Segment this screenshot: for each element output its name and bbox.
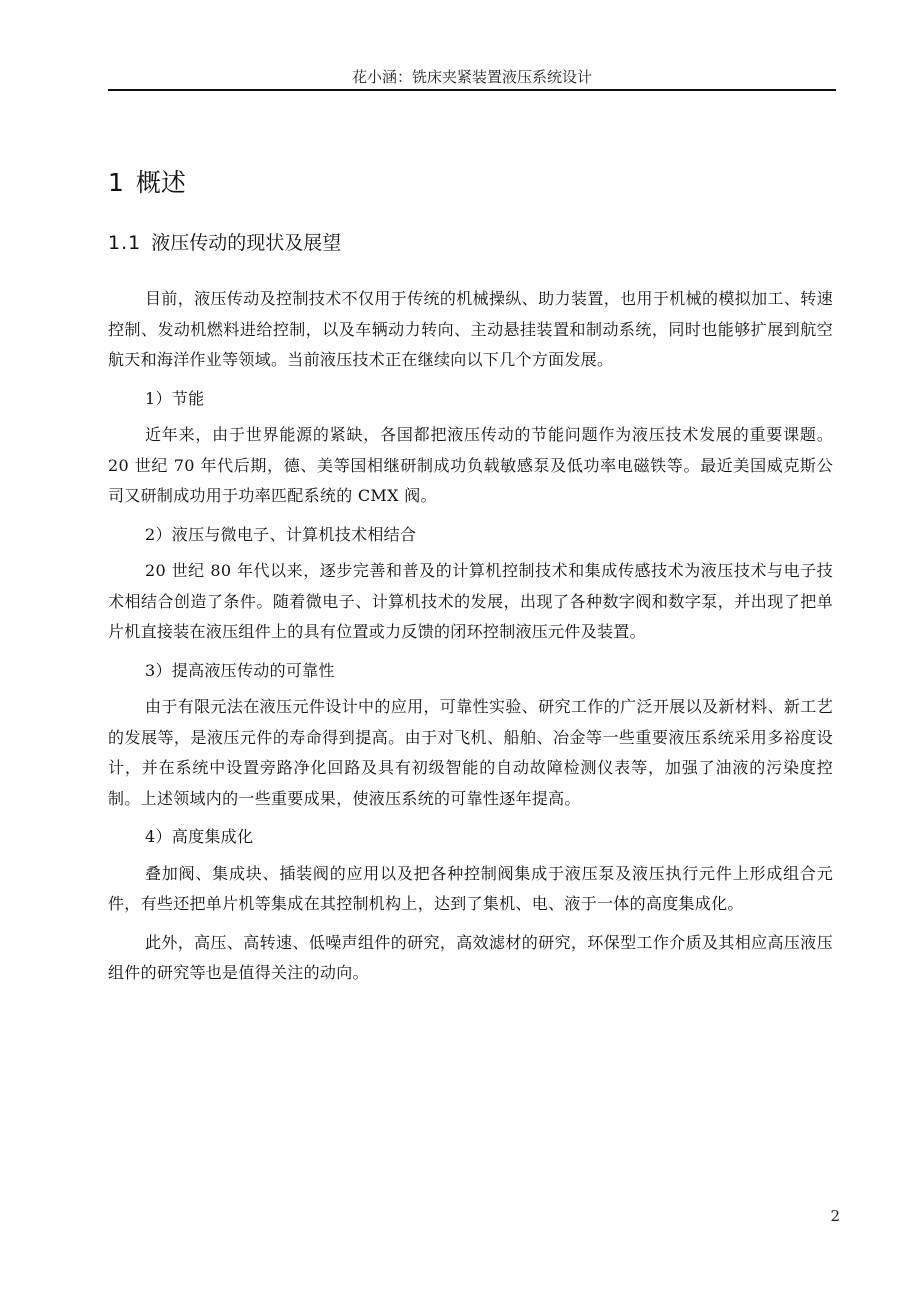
list-item-microelectronics: 2）液压与微电子、计算机技术相结合 [145,524,417,544]
header-rule [108,89,836,91]
chapter-heading [108,166,186,200]
body-text [108,284,833,997]
running-header: 花小涵：铣床夹紧装置液压系统设计 [351,68,592,86]
section-heading [108,228,341,258]
list-item-integration: 4）高度集成化 [145,827,254,846]
list-item-energy-saving: 1）节能 [145,388,205,408]
chapter-title: 概述 [135,168,186,197]
list-item-reliability: 3）提高液压传动的可靠性 [145,660,335,680]
paragraph-reliability: 由于有限元法在液压元件设计中的应用，可靠性实验、研究工作的广泛开展以及新材料、新工艺的发展等，是液压元件的寿命得到提高。由于对飞机、船舶、冶金等一些重要液压系统采用多裕度设计，并在系统中设置旁路净化回路及具有初级智能的自动故障检测仪表等，加强了油液的污染度控制。上述领域内的一些重要成果，使液压系统的可靠性逐年提高。 [108,697,833,808]
paragraph-additional: 此外，高压、高转速、低噪声组件的研究，高效滤材的研究，环保型工作介质及其相应高压液压组件的研究等也是值得关注的动向。 [108,932,833,982]
page-number: 2 [830,1207,840,1225]
section-number: 1.1 [108,232,142,254]
chapter-number: 1 [108,168,124,197]
paragraph-microelectronics: 20 世纪 80 年代以来，逐步完善和普及的计算机控制技术和集成传感技术为液压技术与电子技术相结合创造了条件。随着微电子、计算机技术的发展，出现了各种数字阀和数字泵，并出现了把单片机直接装在液压组件上的具有位置或力反馈的闭环控制液压元件及装置。 [108,561,833,641]
paragraph-intro: 目前，液压传动及控制技术不仅用于传统的机械操纵、助力装置，也用于机械的模拟加工、转速控制、发动机燃料进给控制，以及车辆动力转向、主动悬挂装置和制动系统，同时也能够扩展到航空航天和海洋作业等领域。当前液压技术正在继续向以下几个方面发展。 [108,289,833,369]
paragraph-integration: 叠加阀、集成块、插装阀的应用以及把各种控制阀集成于液压泵及液压执行元件上形成组合元件，有些还把单片机等集成在其控制机构上，达到了集机、电、液于一体的高度集成化。 [108,863,833,913]
section-title: 液压传动的现状及展望 [151,232,342,254]
paragraph-energy-saving: 近年来，由于世界能源的紧缺，各国都把液压传动的节能问题作为液压技术发展的重要课题。20 世纪 70 年代后期，德、美等国相继研制成功负载敏感泵及低功率电磁铁等。最近美国威克斯公司又研制成功用于功率匹配系统的 CMX 阀。 [108,425,833,505]
